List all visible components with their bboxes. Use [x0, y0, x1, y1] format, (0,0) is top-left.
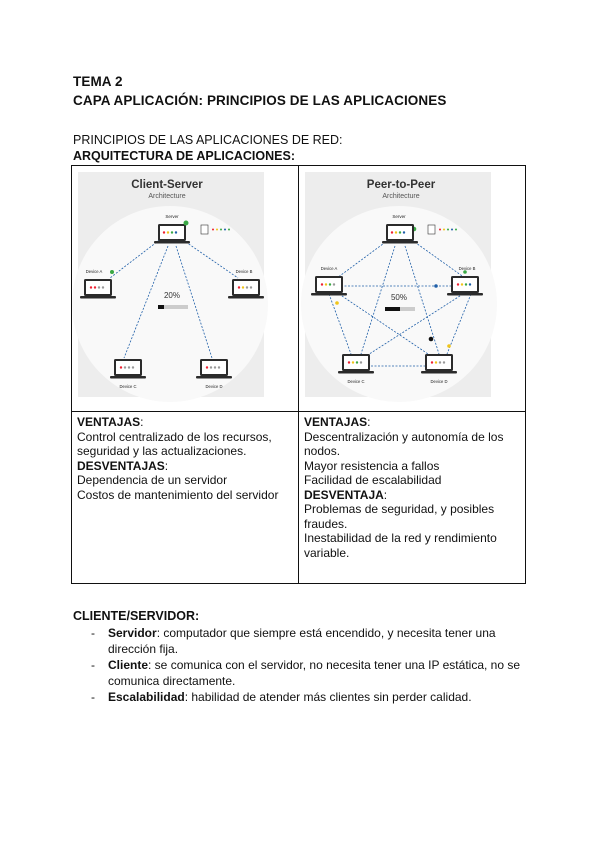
peer-to-peer-text-cell: VENTAJAS: Descentralización y autonomía de los nodos. Mayor resistencia a fallos Facilidad de escalabilidad DESVENTAJA: Problemas de seguridad, y posibles fraudes. Inestabilidad de la red y rendimiento variable. — [299, 412, 526, 584]
p2p-diagram-title: Peer-to-Peer — [366, 179, 436, 191]
peer-to-peer-diagram — [299, 166, 525, 406]
tema-title: TEMA 2 — [73, 74, 123, 89]
device-c-laptop-icon — [110, 359, 146, 379]
cs-ventajas-heading: VENTAJAS — [77, 415, 141, 429]
p2p-device-b-label: Device B — [458, 266, 476, 271]
cliente-servidor-heading: CLIENTE/SERVIDOR: — [73, 609, 200, 623]
device-d-laptop-icon — [196, 359, 232, 379]
term-label: Servidor — [108, 626, 157, 640]
definitions-list — [73, 625, 533, 705]
p2p-device-a-laptop-icon — [311, 276, 347, 296]
p2p-device-d-laptop-icon — [421, 354, 457, 374]
client-server-text-cell: VENTAJAS: Control centralizado de los recursos, seguridad y las actualizaciones. DESVENTAJAS: Dependencia de un servidor Costos de mantenimiento del servidor — [72, 412, 299, 584]
cs-ventajas-text: Control centralizado de los recursos, seguridad y las actualizaciones. — [77, 429, 272, 458]
p2p-device-a-label: Device A — [320, 266, 338, 271]
p2p-device-d-label: Device D — [430, 379, 448, 384]
cs-device-d-label: Device D — [205, 384, 223, 389]
p2p-desventajas-heading: DESVENTAJA — [304, 487, 384, 502]
capa-title: CAPA APLICACIÓN: PRINCIPIOS DE LAS APLICACIONES — [73, 93, 447, 108]
p2p-ventaja-item: Mayor resistencia a fallos — [304, 458, 440, 473]
list-item: - Escalabilidad: habilidad de atender más clientes sin perder calidad. — [91, 690, 472, 704]
p2p-ventaja-item: Facilidad de escalabilidad — [304, 473, 442, 487]
cs-server-label: Server — [165, 214, 179, 219]
cs-desventaja-item: Costos de mantenimiento del servidor — [77, 487, 279, 502]
term-label: Escalabilidad — [108, 690, 185, 704]
client-server-diagram — [72, 166, 298, 406]
cs-desventaja-item: Dependencia de un servidor — [77, 473, 228, 487]
cs-progress-label: 20% — [163, 291, 181, 300]
principios-subtitle: PRINCIPIOS DE LAS APLICACIONES DE RED: — [73, 133, 343, 147]
cs-device-a-label: Device A — [85, 269, 103, 274]
list-item: - Servidor: computador que siempre está encendido, y necesita tener una dirección fija. — [91, 626, 496, 656]
p2p-packet-dot — [447, 344, 451, 348]
list-item: - Cliente: se comunica con el servidor, no necesita tener una IP estática, no se comunica directamente. — [91, 658, 521, 688]
p2p-progress-fill — [385, 307, 400, 311]
p2p-device-c-label: Device C — [347, 379, 365, 384]
architecture-table — [71, 165, 526, 584]
term-description: : habilidad de atender más clientes sin perder calidad. — [184, 690, 472, 704]
term-description: : se comunica con el servidor, no necesita tener una IP estática, no se comunica directamente. — [108, 658, 521, 688]
device-b-laptop-icon — [228, 279, 264, 299]
p2p-server-label: Server — [392, 214, 406, 219]
p2p-ventaja-item: Descentralización y autonomía de los nodos. — [304, 429, 504, 458]
p2p-device-c-laptop-icon — [338, 354, 374, 374]
p2p-device-b-laptop-icon — [447, 276, 483, 296]
p2p-packet-dot — [434, 284, 438, 288]
p2p-desventaja-item: Problemas de seguridad, y posibles fraudes. — [304, 502, 495, 531]
cs-progress-fill — [158, 305, 164, 309]
peer-to-peer-image-cell — [299, 166, 526, 412]
term-label: Cliente — [108, 658, 149, 672]
cs-desventajas-heading: DESVENTAJAS — [77, 458, 165, 473]
p2p-server-laptop-icon — [382, 224, 418, 244]
p2p-packet-dot — [429, 337, 434, 342]
p2p-progress-label: 50% — [390, 293, 408, 302]
client-server-image-cell — [72, 166, 299, 412]
cs-diagram-title: Client-Server — [131, 179, 203, 191]
arquitectura-heading: ARQUITECTURA DE APLICACIONES: — [73, 149, 295, 163]
cs-device-b-label: Device B — [235, 269, 253, 274]
term-description: : computador que siempre está encendido, y necesita tener una dirección fija. — [108, 626, 496, 656]
p2p-desventaja-item: Inestabilidad de la red y rendimiento variable. — [304, 531, 497, 560]
cs-device-c-label: Device C — [119, 384, 137, 389]
p2p-ventajas-heading: VENTAJAS — [304, 415, 368, 429]
p2p-diagram-subtitle: Architecture — [382, 193, 420, 200]
cs-diagram-subtitle: Architecture — [148, 193, 186, 200]
p2p-packet-dot — [335, 301, 339, 305]
